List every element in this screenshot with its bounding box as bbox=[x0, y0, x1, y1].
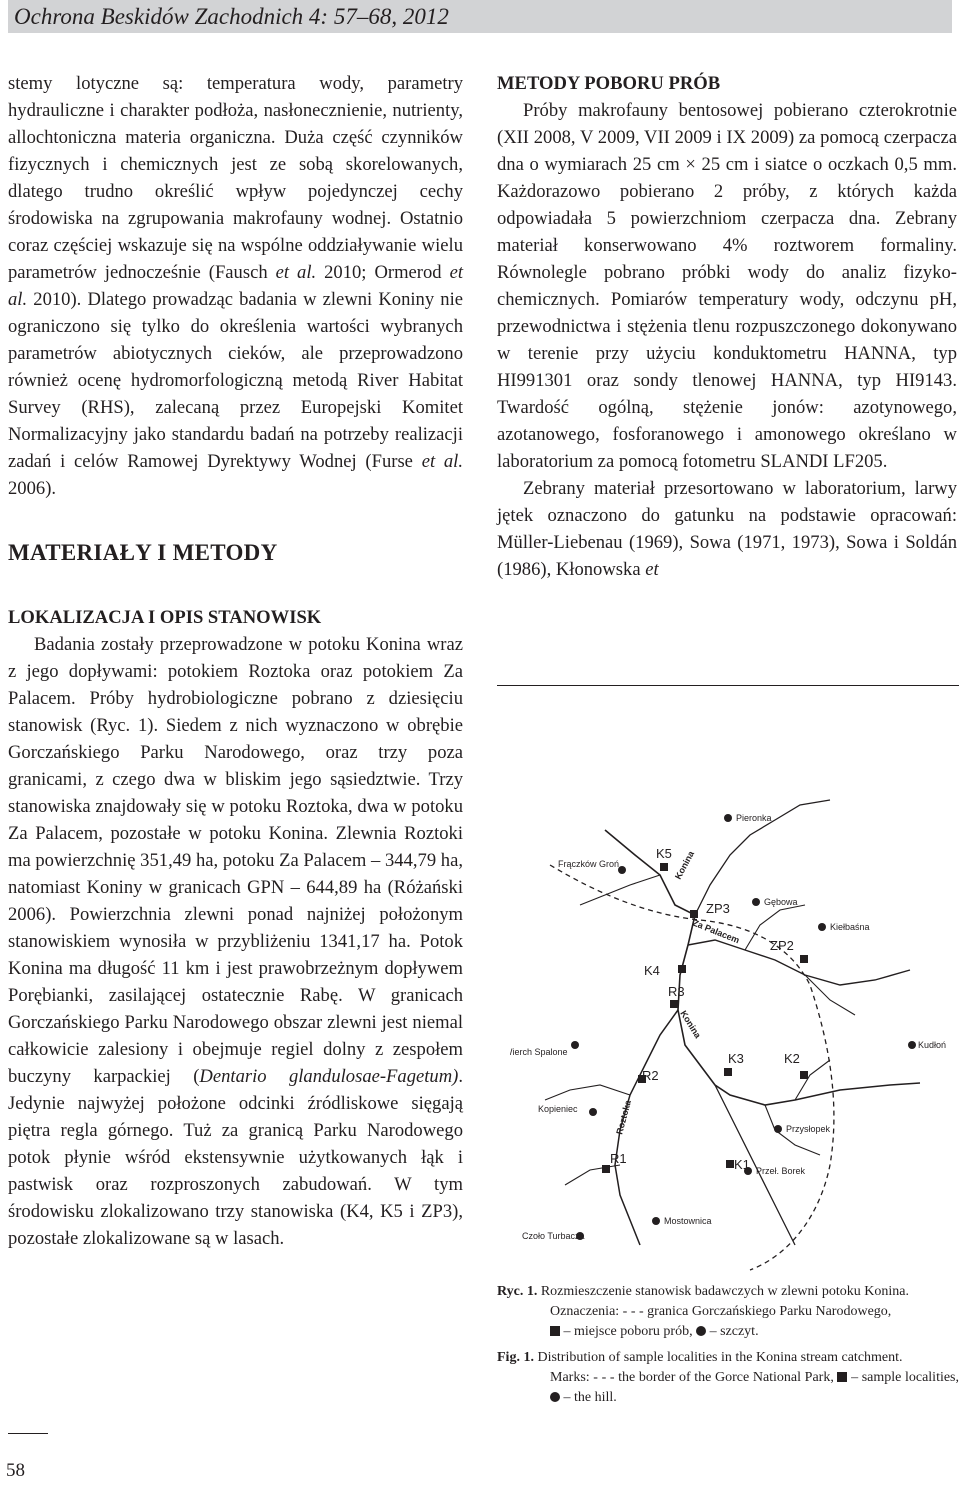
intro-text-a: stemy lotyczne są: temperatura wody, parametry hydrauliczne i charakter podłoża, nasłonecznienie, nutrienty, allochtoniczna materia organiczna. Duża część czynników fizycznych i chemicznych jest ze sobą skorelowanych, dlatego trudno określić wpływ pojedynczej cechy środowiska na zgrupowania makrofauny wodnej. Ostatnio coraz częściej wskazuje się na wspólne oddziaływanie wielu parametrów jednocześnie (Fausch bbox=[8, 73, 463, 283]
place-kopieniec: Kopieniec bbox=[538, 1104, 578, 1114]
caption-pl-text: Rozmieszczenie stanowisk badawczych w zlewni potoku Konina. bbox=[537, 1284, 910, 1299]
site-r2: R2 bbox=[642, 1068, 659, 1083]
location-text-a: Badania zostały przeprowadzone w potoku Konina wraz z jego dopływami: potokiem Roztoka oraz potokiem Za Palacem. Próby hydrobiologiczne pobrano z dziesięciu stanowisk (Ryc. 1). Siedem z nich wyznaczono w obrębie Gorczańskiego Parku Narodowego, oraz trzy poza granicami, z czego dwa w bliskim jego sąsiedztwie. Trzy stanowiska znajdowały się w potoku Roztoka, dwa w potoku Za Palacem, pozostałe w potoku Konina. Zlewnia Roztoki ma powierzchnię 351,49 ha, potoku Za Palacem – 344,79 ha, natomiast Koniny w granicach GPN – 644,89 ha (Różański 2006). Powierzchnia zlewni ponad najniżej położonym stanowiskiem wynosiła w przybliżeniu 1341,17 ha. Potok Konina ma długość 11 km i jest prawobrzeżnym dopływem Porębianki, zasilającej ostatecznie Rabę. W granicach Gorczańskiego Parku Narodowego obszar zlewni jest niemal całkowicie zalesiony i obejmuje regiel dolny z zespołem buczyny karpackiej ( bbox=[8, 634, 463, 1087]
site-marker bbox=[724, 1068, 732, 1076]
hill-marker bbox=[724, 814, 732, 822]
caption-en-text: Distribution of sample localities in the Konina stream catchment. bbox=[533, 1350, 903, 1365]
site-zp2: ZP2 bbox=[770, 938, 794, 953]
right-column bbox=[497, 70, 957, 583]
hill-marker bbox=[571, 1041, 579, 1049]
intro-text-c: 2010). Dlatego prowadząc badania w zlewni Koniny nie ograniczono się tylko do określenia wartości wybranych parametrów abiotycznych cieków, ale przeprowadzono również ocenę hydromorfologiczną metodą River Habitat Survey (RHS), zalecaną przez Europejski Komitet Normalizacyjny jako standardu badań na potrzeby realizacji zadań i celów Ramowej Dyrektywy Wodnej (Furse bbox=[8, 289, 463, 472]
place-gebowa: Gębowa bbox=[764, 897, 798, 907]
stream-small-3 bbox=[580, 875, 660, 905]
site-marker bbox=[602, 1165, 610, 1173]
caption-pl-marks bbox=[497, 1322, 959, 1342]
stream-roztoka-branch-2 bbox=[565, 1165, 620, 1185]
site-k3: K3 bbox=[728, 1051, 744, 1066]
site-marker bbox=[800, 1071, 808, 1079]
caption-en-marks-a: Marks: - - - the border of the Gorce National Park, bbox=[550, 1370, 838, 1385]
place-wierch-spalone: Wierch Spalone bbox=[510, 1047, 568, 1057]
square-icon bbox=[837, 1372, 847, 1382]
caption-pl-marks-a: Oznaczenia: - - - granica Gorczańskiego Parku Narodowego, bbox=[550, 1304, 892, 1319]
intro-paragraph bbox=[8, 70, 463, 502]
stream-label-za-palacem: Za Palacem bbox=[691, 917, 741, 946]
et-al-3: et al. bbox=[421, 451, 463, 472]
plant-association: Dentario glandulosae-Fagetum) bbox=[199, 1066, 459, 1087]
place-kudlon: Kudłoń bbox=[918, 1040, 947, 1050]
stream-label-konina-lower: Konina bbox=[678, 1008, 703, 1040]
catchment-map bbox=[510, 745, 950, 1275]
hill-marker bbox=[652, 1217, 660, 1225]
caption-pl-label: Ryc. 1. bbox=[497, 1284, 538, 1299]
stream-label-konina-upper: Konina bbox=[672, 849, 697, 881]
caption-en-marks bbox=[497, 1368, 959, 1408]
hill-marker bbox=[818, 923, 826, 931]
sorting-paragraph bbox=[497, 475, 957, 583]
place-mostownica: Mostownica bbox=[664, 1216, 712, 1226]
intro-text-b: 2010; Ormerod bbox=[316, 262, 450, 283]
subsection-title-methods: METODY POBORU PRÓB bbox=[497, 73, 721, 94]
map-svg bbox=[510, 745, 950, 1275]
place-fraczkow-gron: Frączków Groń bbox=[558, 859, 620, 869]
location-paragraph bbox=[8, 631, 463, 1252]
figure-caption-en bbox=[497, 1348, 959, 1408]
caption-en-title bbox=[497, 1348, 959, 1368]
et-al-1: et al. bbox=[275, 262, 317, 283]
site-zp3: ZP3 bbox=[706, 901, 730, 916]
et-al-2: et al. bbox=[8, 262, 463, 310]
sorting-text: Zebrany materiał przesortowano w laboratorium, larwy jętek oznaczono do gatunku na podstawie opracowań: Müller-Liebenau (1969), Sowa (1971, 1973), Sowa i Soldán (1986), Kłonowska bbox=[497, 478, 957, 580]
hill-marker bbox=[774, 1125, 782, 1133]
place-przel-borek: Przeł. Borek bbox=[756, 1166, 806, 1176]
circle-icon bbox=[696, 1326, 706, 1336]
place-czolo-turbacza: Czoło Turbacza bbox=[522, 1231, 585, 1241]
site-k5: K5 bbox=[656, 846, 672, 861]
site-r3: R3 bbox=[668, 984, 685, 999]
section-title: MATERIAŁY I METODY bbox=[8, 540, 278, 565]
caption-en-marks-c: – the hill. bbox=[560, 1390, 617, 1405]
stream-za-palacem bbox=[688, 940, 910, 985]
place-przyslopek: Przysłopek bbox=[786, 1124, 831, 1134]
caption-pl-marks-c: – szczyt. bbox=[706, 1324, 759, 1339]
hill-marker bbox=[908, 1041, 916, 1049]
site-marker bbox=[678, 965, 686, 973]
site-k1: K1 bbox=[734, 1157, 750, 1172]
site-k4: K4 bbox=[644, 963, 660, 978]
caption-pl-title bbox=[497, 1282, 959, 1302]
stream-small-2 bbox=[805, 975, 855, 1015]
page-number: 58 bbox=[6, 1460, 25, 1481]
site-marker bbox=[660, 863, 668, 871]
figure-top-rule bbox=[497, 685, 959, 686]
site-marker bbox=[690, 910, 698, 918]
stream-label-roztoka: Roztoka bbox=[614, 1099, 633, 1136]
caption-en-marks-b: – sample localities, bbox=[847, 1370, 960, 1385]
site-marker bbox=[670, 1000, 678, 1008]
left-column bbox=[8, 70, 463, 1252]
stream-roztoka-branch bbox=[545, 1085, 630, 1100]
site-r1: R1 bbox=[610, 1151, 627, 1166]
place-kielbasna: Kiełbaśna bbox=[830, 922, 870, 932]
subsection-title-location: LOKALIZACJA I OPIS STANOWISK bbox=[8, 607, 322, 628]
journal-citation: Ochrona Beskidów Zachodnich 4: 57–68, 2012 bbox=[14, 4, 449, 29]
hill-marker bbox=[589, 1108, 597, 1116]
circle-icon bbox=[550, 1392, 560, 1402]
caption-en-label: Fig. 1. bbox=[497, 1350, 534, 1365]
intro-text-d: 2006). bbox=[8, 478, 57, 499]
place-pieronka: Pieronka bbox=[736, 813, 772, 823]
location-text-b: . Jedynie najwyżej położone odcinki źródliskowe sięgają piętra regla górnego. Tuż za granicą Parku Narodowego potok płynie wśród ekstensywnie użytkowanych łąk i pastwisk oraz rozproszonych zabudowań. W tym środowisku zlokalizowano trzy stanowiska (K4, K5 i ZP3), pozostałe zlokalizowane są w lasach. bbox=[8, 1066, 463, 1249]
figure-caption-pl bbox=[497, 1282, 959, 1342]
hill-marker bbox=[752, 898, 760, 906]
caption-pl-marks-b: – miejsce poboru prób, bbox=[560, 1324, 697, 1339]
journal-header bbox=[8, 0, 952, 33]
site-k2: K2 bbox=[784, 1051, 800, 1066]
square-icon bbox=[550, 1326, 560, 1336]
site-marker bbox=[800, 955, 808, 963]
methods-paragraph: Próby makrofauny bentosowej pobierano czterokrotnie (XII 2008, V 2009, VII 2009 i IX 2009) za pomocą czerpacza dna o wymiarach 25 cm × 25 cm i siatce o oczkach 0,5 mm. Każdorazowo pobierano 2 próby, z których każda odpowiadała 5 powierzchniom czerpacza dna. Zebrany materiał konserwowano 4% roztworem formaliny. Równolegle pobrano próbki wody do analiz fizyko-chemicznych. Pomiarów temperatury wody, odczynu pH, przewodnictwa i stężenia tlenu rozpuszczonego dokonywano w terenie przy użyciu konduktometru HANNA, typ HI991301 oraz sondy tlenowej HANNA, typ HI9143. Twardość ogólną, stężenie jonów: azotynowego, azotanowego, fosforanowego i amonowego określano w laboratorium za pomocą fotometru SLANDI LF205. bbox=[497, 100, 957, 472]
et-right: et bbox=[645, 559, 659, 580]
site-marker bbox=[726, 1160, 734, 1168]
hill-marker bbox=[618, 866, 626, 874]
footer-rule bbox=[8, 1433, 48, 1434]
